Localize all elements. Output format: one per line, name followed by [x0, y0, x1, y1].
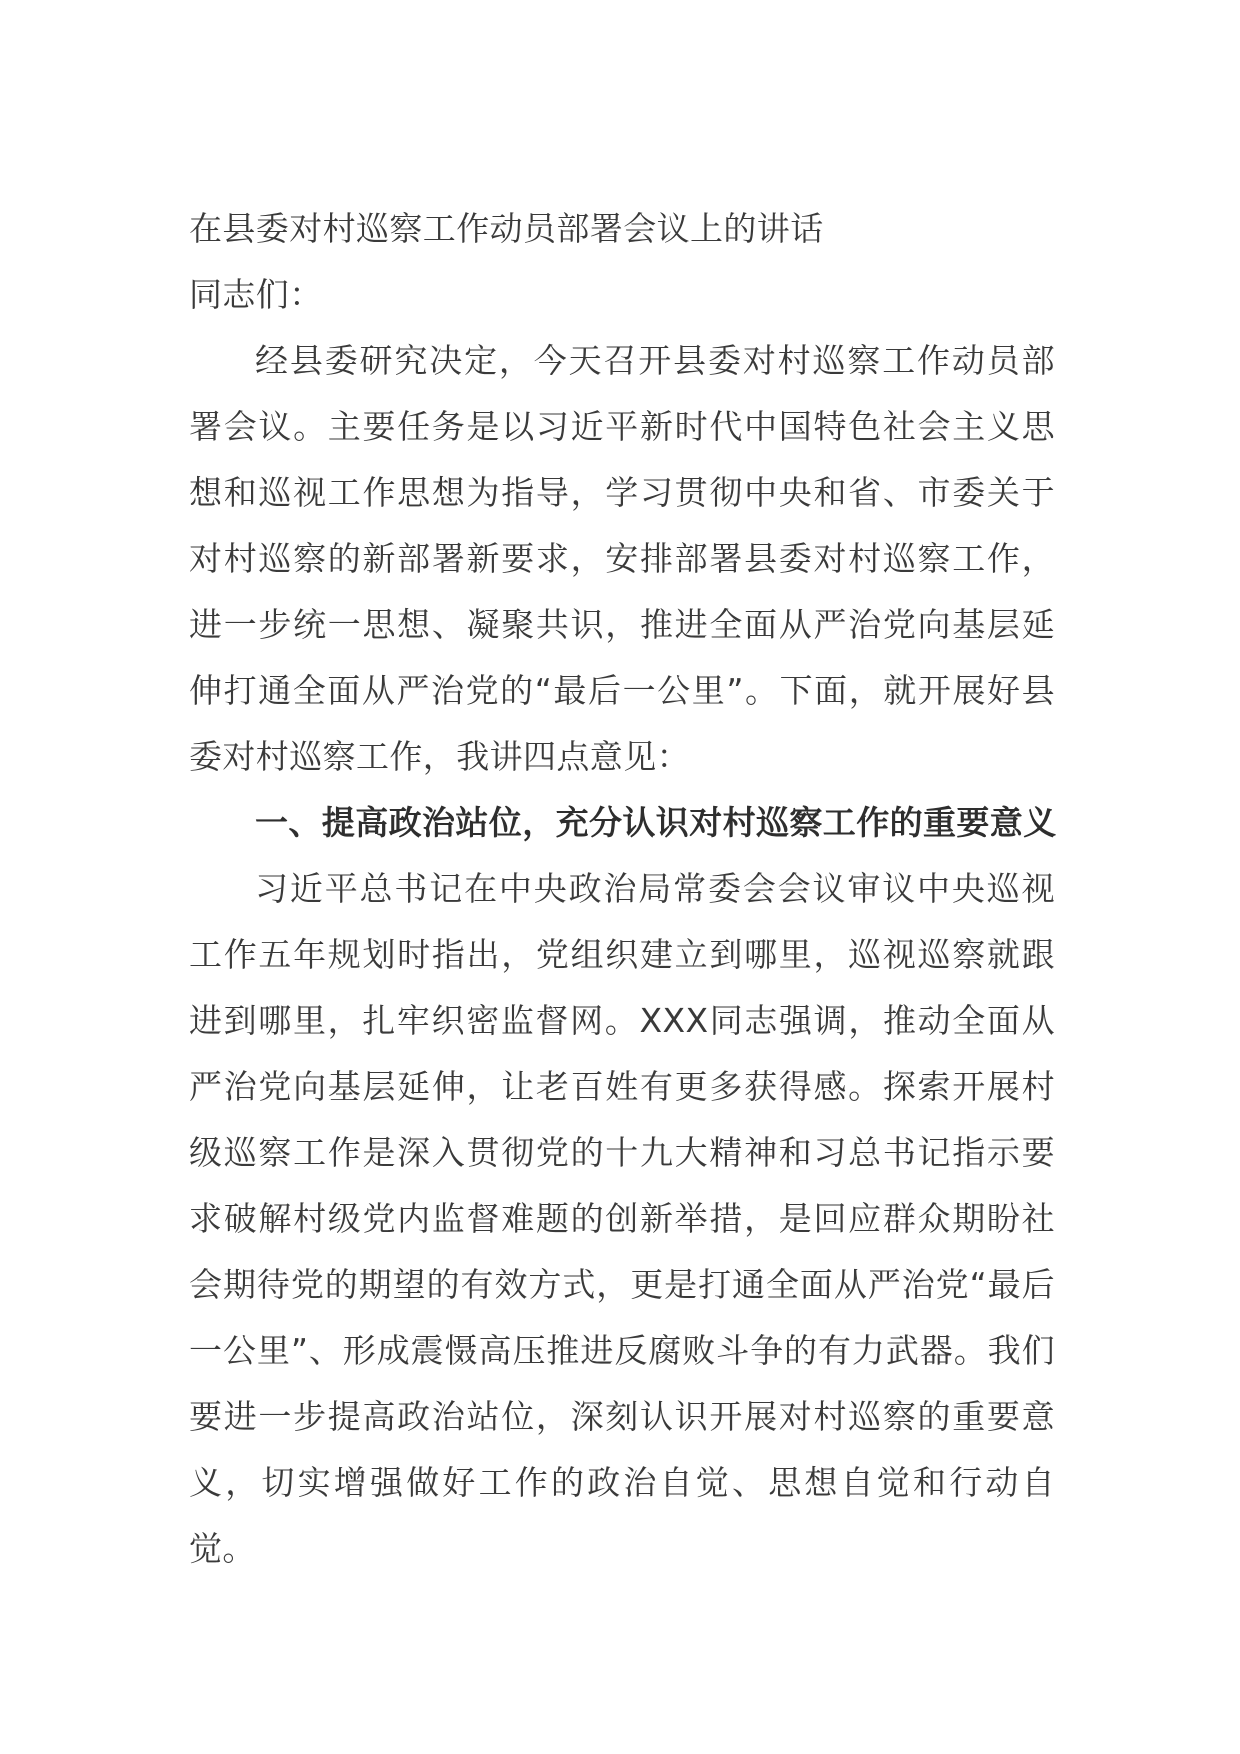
- body-paragraph: 习近平总书记在中央政治局常委会会议审议中央巡视工作五年规划时指出，党组织建立到哪里，巡视巡察就跟进到哪里，扎牢织密监督网。XXX同志强调，推动全面从严治党向基层延伸，让老百姓有更多获得感。探索开展村级巡察工作是深入贯彻党的十九大精神和习总书记指示要求破解村级党内监督难题的创新举措，是回应群众期盼社会期待党的期望的有效方式，更是打通全面从严治党“最后一公里”、形成震慑高压推进反腐败斗争的有力武器。我们要进一步提高政治站位，深刻认识开展对村巡察的重要意义，切实增强做好工作的政治自觉、思想自觉和行动自觉。: [189, 869, 1055, 1568]
- document-page: [189, 196, 1055, 1582]
- section-heading: 一、提高政治站位，充分认识对村巡察工作的重要意义: [255, 803, 1057, 842]
- intro-paragraph: 经县委研究决定，今天召开县委对村巡察工作动员部署会议。主要任务是以习近平新时代中国特色社会主义思想和巡视工作思想为指导，学习贯彻中央和省、市委关于对村巡察的新部署新要求，安排部署县委对村巡察工作，进一步统一思想、凝聚共识，推进全面从严治党向基层延伸打通全面从严治党的“最后一公里”。下面，就开展好县委对村巡察工作，我讲四点意见：: [189, 341, 1055, 776]
- document-title: 在县委对村巡察工作动员部署会议上的讲话: [189, 209, 824, 248]
- salutation: 同志们：: [189, 275, 323, 314]
